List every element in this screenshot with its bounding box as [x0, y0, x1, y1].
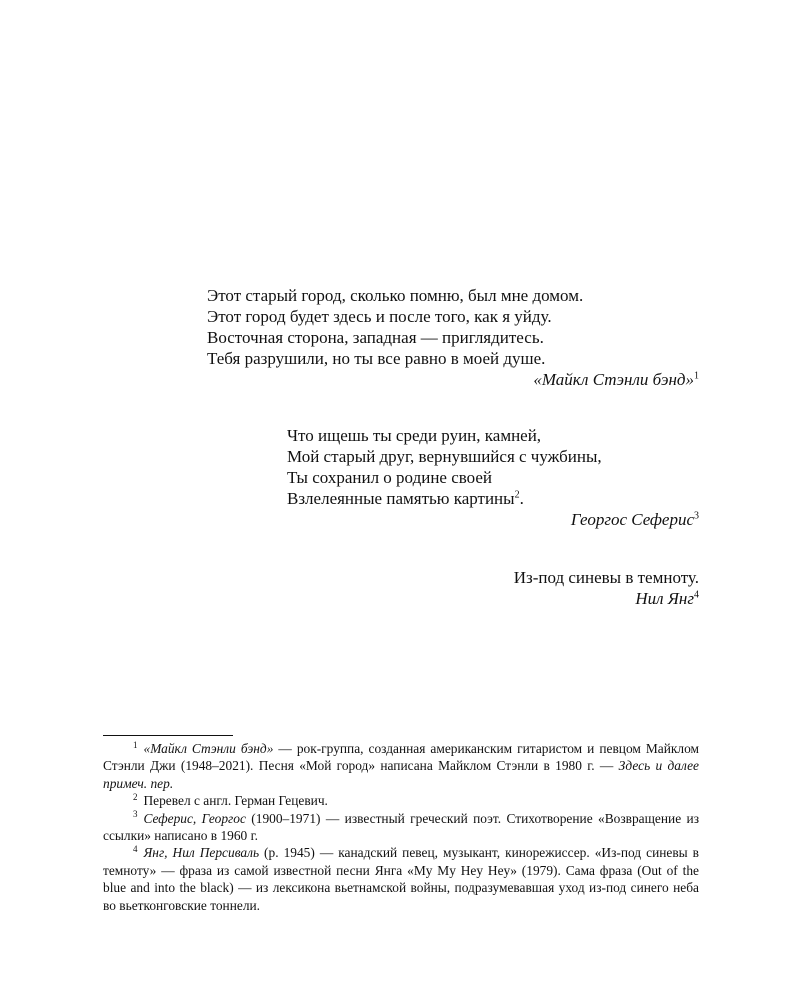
- epigraph-line: Восточная сторона, западная — приглядитесь.: [207, 328, 544, 347]
- footnote-separator: [103, 735, 233, 736]
- footnote-text: (р. 1945) — канадский певец, музыкант, кинорежиссер. «Из-под синевы в темноту» — фраза из самой известной песни Янга «My My Hey Hey» (1979). Сама фраза (Out of the blue and into the black) — из лексикона вьетнамской войны, подразумевавшая уход из-под синего неба во вьетконговские тоннели.: [103, 845, 699, 913]
- footnote-number: 2: [133, 791, 138, 802]
- epigraph-line: Что ищешь ты среди руин, камней,: [287, 426, 542, 445]
- footnotes: [103, 740, 699, 914]
- attribution-text: «Майкл Стэнли бэнд»: [533, 370, 694, 389]
- footnote-number: 3: [133, 809, 138, 820]
- footnote-ref[interactable]: 2: [514, 489, 520, 501]
- footnote-term: Янг, Нил Персиваль: [143, 845, 260, 861]
- footnote-2: [103, 792, 699, 809]
- footnote-text: — рок-группа, созданная американским гитаристом и певцом Майклом Стэнли Джи (1948–2021). Песня «Мой город» написана Майклом Стэнли в 1980 г. —: [103, 741, 699, 774]
- epigraph-attribution: [459, 588, 699, 609]
- line-tail-punct: .: [519, 489, 524, 508]
- epigraph-attribution: [207, 369, 699, 390]
- epigraph-line: Мой старый друг, вернувшийся с чужбины,: [287, 447, 602, 466]
- footnote-ref[interactable]: 4: [694, 589, 699, 601]
- footnote-ref[interactable]: 1: [694, 370, 699, 382]
- epigraph-seferis: [287, 425, 699, 530]
- footnote-editor-note: Здесь и далее примеч. пер.: [103, 758, 700, 791]
- footnote-ref[interactable]: 3: [694, 510, 699, 522]
- footnote-text: (1900–1971) — известный греческий поэт. Стихотворение «Возвращение из ссылки» написано в 1960 г.: [103, 810, 699, 844]
- footnote-term: Сеферис, Георгос: [143, 810, 246, 826]
- epigraph-line-text: Взлелеянные памятью картины: [287, 489, 515, 508]
- epigraph-line: Из-под синевы в темноту.: [513, 568, 699, 587]
- attribution-text: Георгос Сеферис: [570, 510, 694, 529]
- epigraph-line: Этот старый город, сколько помню, был мне домом.: [207, 286, 584, 305]
- epigraph-line: Ты сохранил о родине своей: [287, 468, 493, 487]
- epigraph-michael-stanley: [207, 285, 699, 390]
- epigraph-line-with-note: [287, 488, 699, 509]
- footnote-number: 1: [133, 739, 138, 750]
- footnote-number: 4: [133, 843, 138, 854]
- attribution-text: Нил Янг: [635, 589, 694, 608]
- footnote-term: «Майкл Стэнли бэнд»: [143, 741, 274, 756]
- epigraph-line: Тебя разрушили, но ты все равно в моей душе.: [207, 349, 546, 368]
- footnote-1: [103, 740, 699, 792]
- footnote-4: [103, 844, 699, 914]
- epigraph-attribution: [287, 509, 699, 530]
- footnote-text: Перевел с англ. Герман Гецевич.: [143, 793, 328, 809]
- epigraph-line: Этот город будет здесь и после того, как я уйду.: [207, 307, 552, 326]
- footnote-3: [103, 810, 699, 845]
- epigraph-neil-young: [459, 567, 699, 609]
